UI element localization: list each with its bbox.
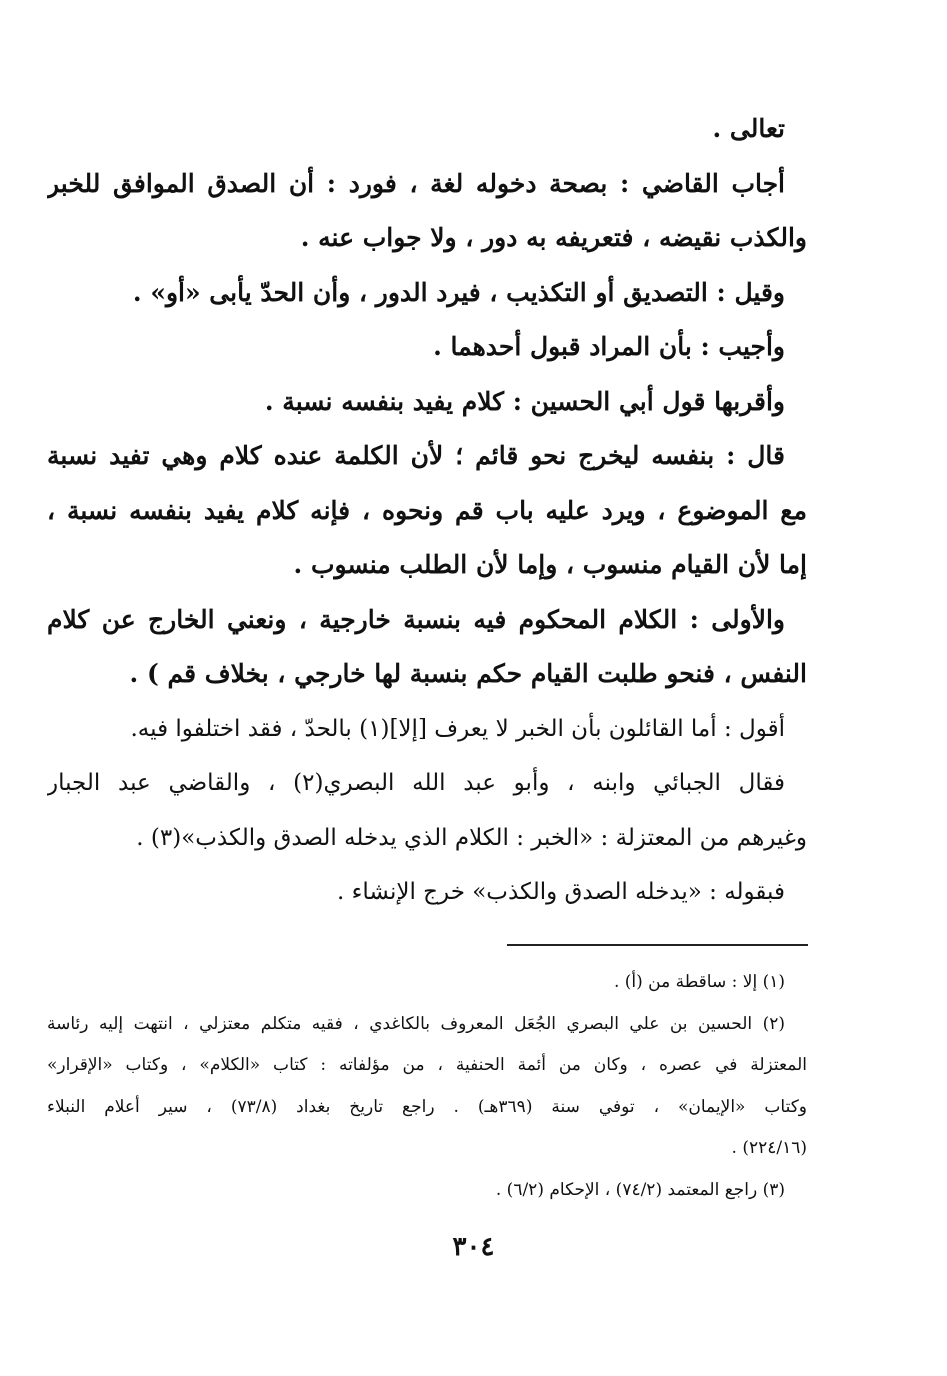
text-line: أجاب القاضي : بصحة دخوله لغة ، فورد : أن الصدق الموافق للخبر [47, 168, 785, 198]
footnote-line: وكتاب «الإيمان» ، توفي سنة (٣٦٩هـ) . راجع تاريخ بغداد (٧٣/٨) ، سير أعلام النبلاء [47, 1096, 807, 1117]
footnote-line: (٢٢٤/١٦) . [731, 1138, 807, 1158]
text-line: وأقربها قول أبي الحسين : كلام يفيد بنفسه نسبة . [264, 386, 785, 416]
text-line: أقول : أما القائلون بأن الخبر لا يعرف [إلا](١) بالحدّ ، فقد اختلفوا فيه. [130, 715, 785, 742]
page-number: ٣٠٤ [452, 1232, 495, 1262]
text-line: والأولى : الكلام المحكوم فيه بنسبة خارجية ، ونعني الخارج عن كلام [47, 604, 785, 634]
text-line: تعالى . [712, 114, 785, 143]
footnotes [47, 962, 807, 1211]
text-line: قال : بنفسه ليخرج نحو قائم ؛ لأن الكلمة عنده كلام وهي تفيد نسبة [47, 441, 785, 470]
text-line: فقال الجبائي وابنه ، وأبو عبد الله البصري(٢) ، والقاضي عبد الجبار [47, 770, 785, 796]
text-line: النفس ، فنحو طلبت القيام حكم بنسبة لها خارجي ، بخلاف قم ) . [129, 659, 807, 688]
footnote-line: (٣) راجع المعتمد (٧٤/٢) ، الإحكام (٦/٢) . [495, 1179, 785, 1200]
footnote-line: (١) إلا : ساقطة من (أ) . [613, 972, 785, 992]
footnote-divider [507, 944, 808, 946]
text-line: فبقوله : «يدخله الصدق والكذب» خرج الإنشاء . [336, 879, 785, 905]
text-line: إما لأن القيام منسوب ، وإما لأن الطلب منسوب . [293, 550, 807, 579]
text-line: مع الموضوع ، ويرد عليه باب قم ونحوه ، فإنه كلام يفيد بنفسه نسبة ، [47, 495, 807, 525]
text-line: وقيل : التصديق أو التكذيب ، فيرد الدور ، وأن الحدّ يأبى «أو» . [132, 277, 785, 307]
text-line: وغيرهم من المعتزلة : «الخبر : الكلام الذي يدخله الصدق والكذب»(٣) . [136, 824, 807, 851]
main-text [47, 102, 807, 920]
text-line: والكذب نقيضه ، فتعريفه به دور ، ولا جواب عنه . [300, 223, 807, 252]
footnote-line: المعتزلة في عصره ، وكان من أئمة الحنفية ، من مؤلفاته : كتاب «الكلام» ، وكتاب «الإقرار» [47, 1055, 807, 1075]
text-line: وأجيب : بأن المراد قبول أحدهما . [433, 332, 785, 361]
footnote-line: (٢) الحسين بن علي البصري الجُعَل المعروف بالكاغدي ، فقيه متكلم معتزلي ، انتهت إليه رئاسة [47, 1013, 785, 1034]
